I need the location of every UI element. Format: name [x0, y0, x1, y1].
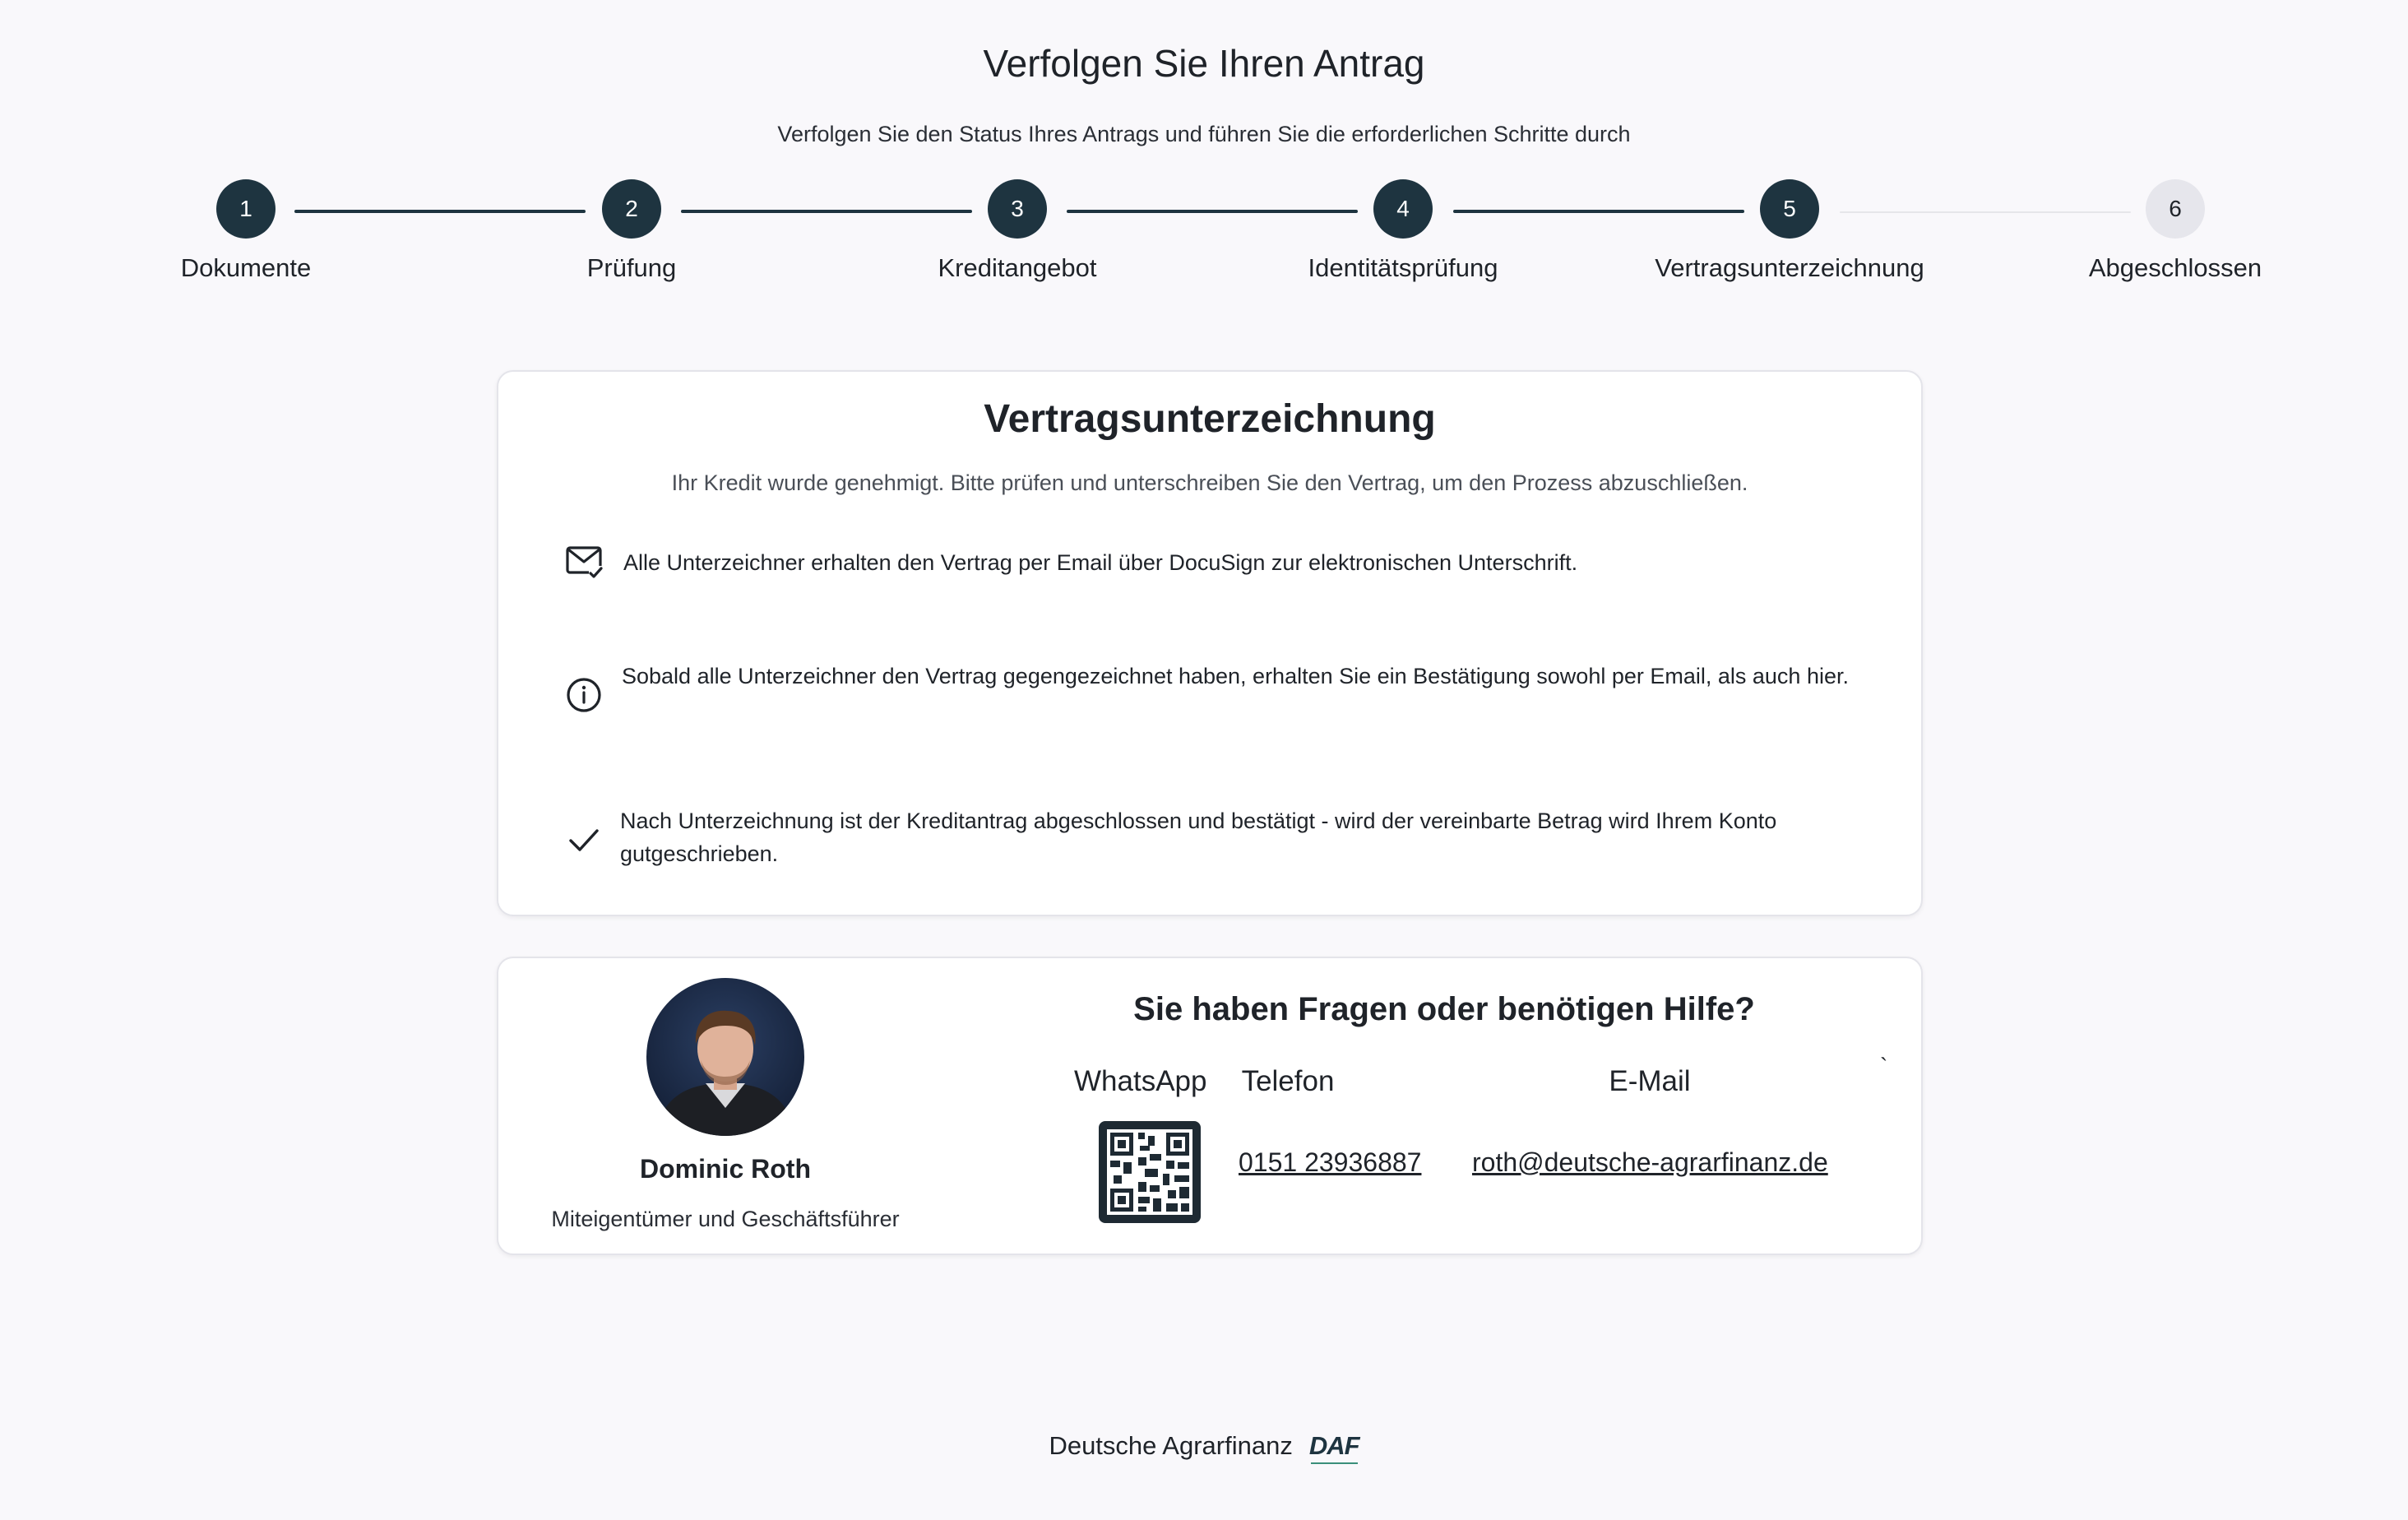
step-1-circle[interactable]: 1	[216, 179, 276, 239]
whatsapp-label: WhatsApp	[1074, 1065, 1207, 1097]
step-connector	[1453, 210, 1744, 213]
help-title: Sie haben Fragen oder benötigen Hilfe?	[1133, 991, 1755, 1027]
info-text: Nach Unterzeichnung ist der Kreditantrag abgeschlossen und bestätigt - wird der vereinbarte Betrag wird Ihrem Konto gutgeschrieben.	[620, 809, 1777, 866]
email-link[interactable]: roth@deutsche-agrarfinanz.de	[1472, 1147, 1828, 1177]
contract-signing-card	[497, 370, 1923, 916]
step-2-circle[interactable]: 2	[602, 179, 661, 239]
step-connector	[294, 210, 586, 213]
card-intro: Ihr Kredit wurde genehmigt. Bitte prüfen und unterschreiben Sie den Vertrag, um den Prozess abzuschließen.	[671, 470, 1748, 495]
page-subtitle: Verfolgen Sie den Status Ihres Antrags und führen Sie die erforderlichen Schritte durch	[777, 122, 1631, 146]
info-text: Sobald alle Unterzeichner den Vertrag gegengezeichnet haben, erhalten Sie ein Bestätigung sowohl per Email, als auch hier.	[622, 664, 1849, 688]
info-item-docusign	[564, 536, 1864, 586]
phone-link[interactable]: 0151 23936887	[1239, 1147, 1422, 1177]
check-icon	[564, 819, 605, 860]
info-text: Alle Unterzeichner erhalten den Vertrag per Email über DocuSign zur elektronischen Unterschrift.	[623, 550, 1578, 575]
stray-mark: `	[1880, 1054, 1888, 1079]
step-6-circle: 6	[2146, 179, 2205, 239]
mail-check-icon	[564, 541, 605, 582]
step-1-label: Dokumente	[180, 253, 312, 282]
whatsapp-qr-code[interactable]	[1099, 1121, 1201, 1223]
person-portrait-icon	[646, 978, 804, 1136]
contact-name: Dominic Roth	[640, 1154, 811, 1184]
step-5-circle[interactable]: 5	[1760, 179, 1819, 239]
step-3-circle[interactable]: 3	[988, 179, 1047, 239]
avatar	[646, 978, 804, 1136]
step-2-label: Prüfung	[586, 253, 677, 282]
info-item-completion	[564, 804, 1864, 878]
contact-role: Miteigentümer und Geschäftsführer	[551, 1207, 900, 1231]
card-title: Vertragsunterzeichnung	[984, 397, 1436, 441]
step-4-circle[interactable]: 4	[1373, 179, 1433, 239]
info-item-confirmation	[564, 660, 1864, 734]
company-logo: DAF	[1309, 1431, 1359, 1461]
qr-code-icon	[1099, 1121, 1201, 1223]
step-6-label: Abgeschlossen	[2088, 253, 2262, 282]
phone-label: Telefon	[1241, 1065, 1335, 1097]
email-label: E-Mail	[1609, 1065, 1691, 1097]
step-connector	[681, 210, 972, 213]
step-3-label: Kreditangebot	[938, 253, 1097, 282]
progress-stepper	[0, 0, 2408, 296]
page-title: Verfolgen Sie Ihren Antrag	[983, 42, 1425, 85]
step-connector	[1067, 210, 1358, 213]
footer	[0, 1431, 2408, 1461]
contact-card	[497, 957, 1923, 1255]
step-5-label: Vertragsunterzeichnung	[1655, 253, 1924, 282]
step-4-label: Identitätsprüfung	[1308, 253, 1498, 282]
footer-company: Deutsche Agrarfinanz	[1049, 1431, 1293, 1460]
step-connector-pending	[1840, 211, 2131, 213]
info-icon	[564, 674, 605, 716]
